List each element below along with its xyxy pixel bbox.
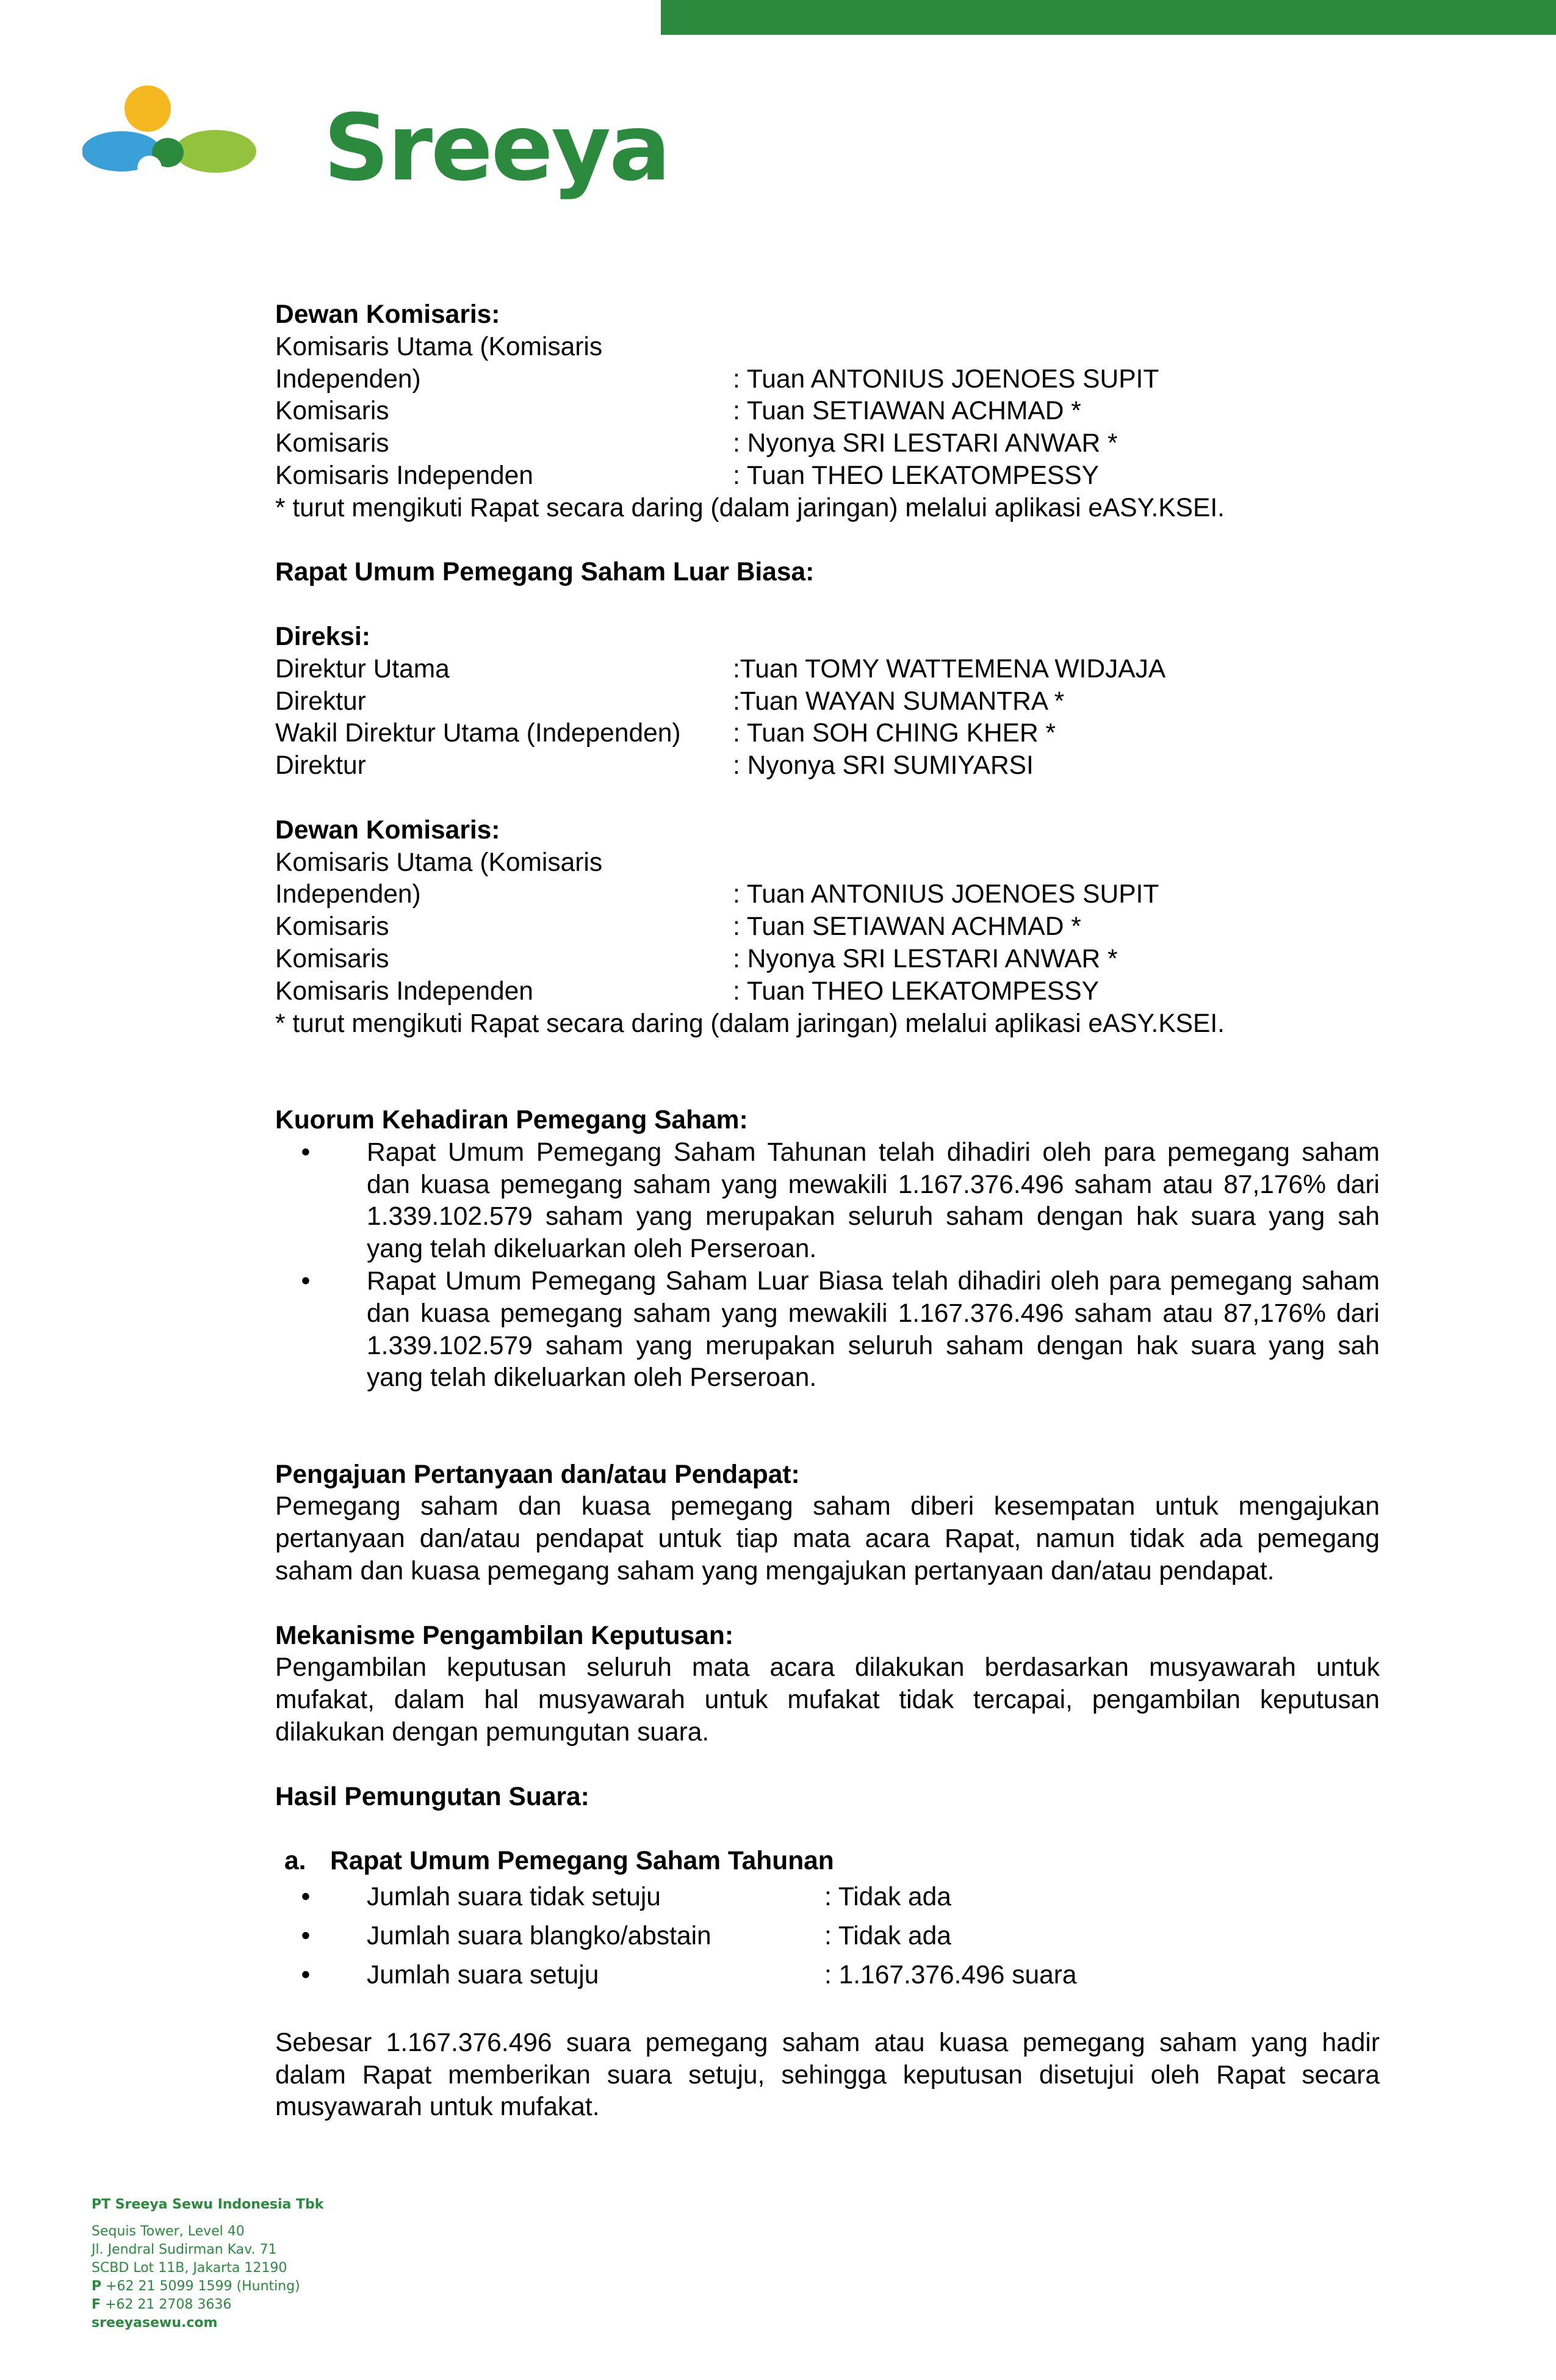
position-label: Direktur [275, 751, 366, 781]
official-row [275, 686, 1380, 718]
position-label: Komisaris [275, 429, 389, 458]
footer-address-line: SCBD Lot 11B, Jakarta 12190 [92, 2260, 287, 2276]
person-name: : Tuan ANTONIUS JOENOES SUPIT [733, 880, 1159, 909]
paragraph: Komisaris Utama (Komisaris [275, 848, 603, 877]
vote-value: : Tidak ada [824, 1922, 951, 1951]
sreeya-logo-mark-icon [82, 85, 265, 201]
position-label: Independen) [275, 364, 421, 394]
footer-address-line: Jl. Jendral Sudirman Kav. 71 [92, 2242, 277, 2257]
footer-phone-prefix: P [92, 2279, 102, 2294]
vote-result-row [275, 1956, 1380, 1995]
official-row [275, 879, 1380, 911]
paragraph: Sebesar 1.167.376.496 suara pemegang saham atau kuasa pemegang saham yang hadir dalam Rapat memberikan suara setuju, sehingga keputusan disetujui oleh Rapat secara musyawarah untuk mufakat. [275, 2028, 1380, 2122]
official-row [275, 750, 1380, 782]
paragraph: Pengambilan keputusan seluruh mata acara dilakukan berdasarkan musyawarah untuk mufakat, dalam hal musyawarah untuk mufakat tidak tercapai, pengambilan keputusan dilakukan dengan pemungutan suara. [275, 1653, 1380, 1747]
bullet-icon: • [301, 1883, 311, 1912]
footer-phone [92, 2277, 458, 2296]
bullet-icon: • [301, 1266, 311, 1296]
footer-website[interactable]: sreeyasewu.com [92, 2315, 218, 2331]
position-label: Komisaris [275, 912, 389, 942]
section-heading: Mekanisme Pengambilan Keputusan: [275, 1621, 734, 1650]
paragraph: * turut mengikuti Rapat secara daring (dalam jaringan) melalui aplikasi eASY.KSEI. [275, 1009, 1225, 1038]
paragraph: Pemegang saham dan kuasa pemegang saham diberi kesempatan untuk mengajukan pertanyaan dan/atau pendapat untuk tiap mata acara Rapat, namun tidak ada pemegang saham dan kuasa pemegang saham yang mengajukan pertanyaan dan/atau pendapat. [275, 1492, 1380, 1586]
position-label: Komisaris [275, 944, 389, 973]
spacer [275, 1813, 1380, 1845]
footer [92, 2196, 458, 2332]
bullet-item [275, 1137, 1380, 1266]
footer-phone-number: +62 21 5099 1599 (Hunting) [106, 2279, 300, 2294]
official-row [275, 428, 1380, 460]
spacer [275, 1394, 1380, 1459]
person-name: : Nyonya SRI LESTARI ANWAR * [733, 429, 1118, 458]
person-name: : Tuan THEO LEKATOMPESSY [733, 976, 1099, 1006]
position-label: Direktur [275, 687, 366, 716]
footer-company: PT Sreeya Sewu Indonesia Tbk [92, 2197, 324, 2212]
section-heading: Pengajuan Pertanyaan dan/atau Pendapat: [275, 1460, 800, 1489]
person-name: : Nyonya SRI LESTARI ANWAR * [733, 944, 1118, 973]
bullet-icon: • [301, 1922, 311, 1951]
vote-result-row [275, 1917, 1380, 1956]
spacer [275, 1995, 1380, 2027]
subsection-marker: a. [284, 1847, 306, 1876]
section-heading: Kuorum Kehadiran Pemegang Saham: [275, 1105, 748, 1134]
bullet-item [275, 1266, 1380, 1394]
bullet-text: Rapat Umum Pemegang Saham Tahunan telah dihadiri oleh para pemegang saham dan kuasa pemegang saham yang mewakili 1.167.376.496 saham atau 87,176% dari 1.339.102.579 saham yang merupakan seluruh saham dengan hak suara yang sah yang telah dikeluarkan oleh Perseroan. [367, 1138, 1380, 1264]
position-label: Independen) [275, 880, 421, 909]
bullet-icon: • [301, 1138, 311, 1167]
person-name: : Tuan THEO LEKATOMPESSY [733, 461, 1099, 490]
official-row [275, 911, 1380, 943]
person-name: :Tuan TOMY WATTEMENA WIDJAJA [733, 654, 1166, 683]
vote-result-row [275, 1878, 1380, 1917]
person-name: : Tuan SETIAWAN ACHMAD * [733, 397, 1081, 426]
official-row [275, 718, 1380, 750]
subsection-title: Rapat Umum Pemegang Saham Tahunan [330, 1847, 834, 1876]
footer-fax-prefix: F [92, 2297, 101, 2312]
person-name: : Tuan SETIAWAN ACHMAD * [733, 912, 1081, 942]
spacer [275, 525, 1380, 557]
person-name: : Tuan ANTONIUS JOENOES SUPIT [733, 364, 1159, 394]
section-heading: Hasil Pemungutan Suara: [275, 1782, 589, 1811]
official-row [275, 654, 1380, 686]
position-label: Direktur Utama [275, 654, 450, 683]
vote-value: : Tidak ada [824, 1883, 951, 1912]
person-name: :Tuan WAYAN SUMANTRA * [733, 687, 1065, 716]
spacer [275, 782, 1380, 815]
brand-name: Sreeya [323, 95, 669, 201]
vote-label: Jumlah suara blangko/abstain [367, 1922, 711, 1951]
subsection-heading [275, 1845, 1380, 1878]
official-row [275, 364, 1380, 396]
vote-value: : 1.167.376.496 suara [824, 1961, 1077, 1990]
section-heading: Dewan Komisaris: [275, 815, 500, 845]
vote-label: Jumlah suara setuju [367, 1961, 599, 1990]
official-row [275, 976, 1380, 1008]
official-row [275, 460, 1380, 492]
paragraph: Komisaris Utama (Komisaris [275, 332, 603, 361]
spacer [275, 589, 1380, 621]
bullet-icon: • [301, 1961, 311, 1990]
document-body [275, 299, 1380, 2124]
section-heading: Dewan Komisaris: [275, 300, 500, 329]
section-heading: Rapat Umum Pemegang Saham Luar Biasa: [275, 558, 815, 587]
official-row [275, 395, 1380, 428]
person-name: : Nyonya SRI SUMIYARSI [733, 751, 1034, 781]
paragraph: * turut mengikuti Rapat secara daring (dalam jaringan) melalui aplikasi eASY.KSEI. [275, 493, 1225, 522]
bullet-text: Rapat Umum Pemegang Saham Luar Biasa telah dihadiri oleh para pemegang saham dan kuasa pemegang saham yang mewakili 1.167.376.496 saham atau 87,176% dari 1.339.102.579 saham yang merupakan seluruh saham dengan hak suara yang sah yang telah dikeluarkan oleh Perseroan. [367, 1266, 1380, 1393]
person-name: : Tuan SOH CHING KHER * [733, 719, 1056, 748]
footer-fax-number: +62 21 2708 3636 [105, 2297, 232, 2312]
spacer [275, 1040, 1380, 1105]
vote-label: Jumlah suara tidak setuju [367, 1883, 661, 1912]
spacer [275, 1749, 1380, 1781]
section-heading: Direksi: [275, 622, 370, 651]
footer-fax [92, 2296, 458, 2314]
spacer [275, 1588, 1380, 1620]
position-label: Wakil Direktur Utama (Independen) [275, 719, 681, 748]
official-row [275, 943, 1380, 976]
footer-address-line: Sequis Tower, Level 40 [92, 2224, 245, 2239]
sreeya-logo [82, 85, 669, 201]
position-label: Komisaris [275, 397, 389, 426]
position-label: Komisaris Independen [275, 976, 533, 1006]
header-green-bar [661, 0, 1556, 35]
position-label: Komisaris Independen [275, 461, 533, 490]
